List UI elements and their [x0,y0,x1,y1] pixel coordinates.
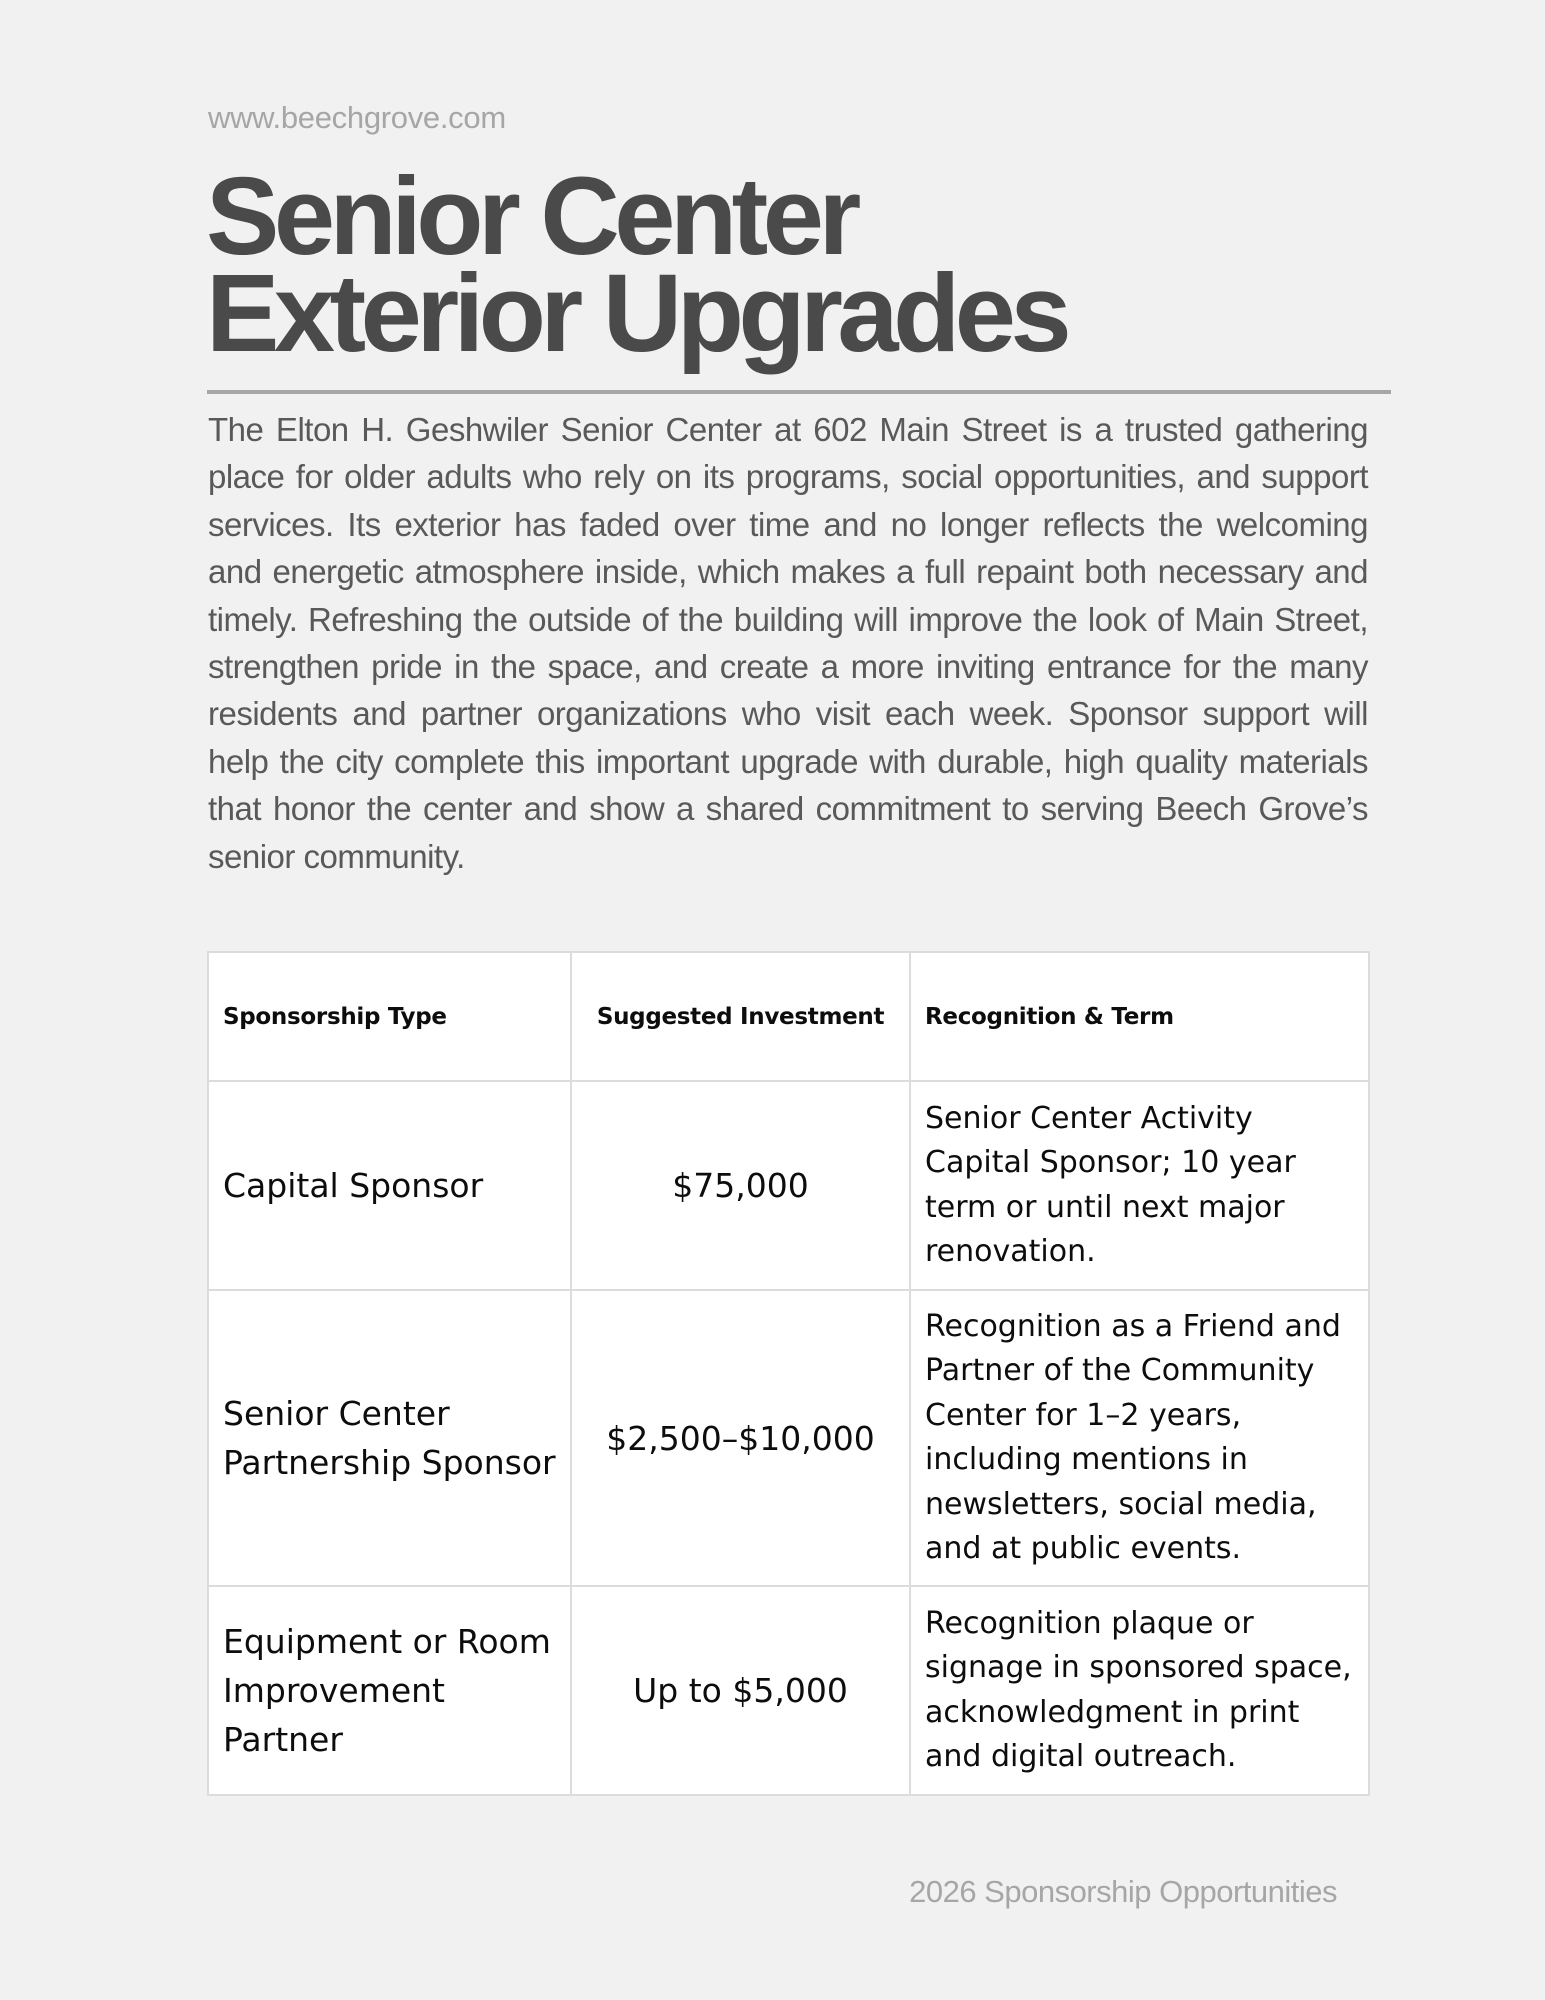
title-line-1: Senior Center [206,155,856,278]
intro-paragraph: The Elton H. Geshwiler Senior Center at 602 Main Street is a trusted gathering place for older adults who rely on its programs, social opportunities, and support services. Its exterior has faded over time and no longer reflects the welcoming and energetic atmosphere inside, which makes a full repaint both necessary and timely. Refreshing the outside of the building will improve the look of Main Street, strengthen pride in the space, and create a more inviting entrance for the many residents and partner organizations who visit each week. Sponsor support will help the city complete this important upgrade with durable, high quality materials that honor the center and show a shared commitment to serving Beech Grove’s senior community. [208,411,1368,875]
table-row [208,1081,1369,1290]
footer-label: 2026 Sponsorship Opportunities [909,1874,1337,1909]
recognition-cell: Recognition as a Friend and Partner of the Community Center for 1–2 years, including mentions in newsletters, social media, and at public events. [910,1290,1369,1586]
title-line-2: Exterior Upgrades [206,252,1067,375]
recognition-cell: Senior Center Activity Capital Sponsor; 10 year term or until next major renovation. [910,1081,1369,1290]
page-title [206,155,1067,375]
title-divider [207,390,1391,394]
investment-cell: $2,500–$10,000 [571,1290,910,1586]
sponsorship-type-cell: Equipment or Room Improvement Partner [208,1586,571,1795]
investment-cell: Up to $5,000 [571,1586,910,1795]
sponsorship-type-cell: Capital Sponsor [208,1081,571,1290]
sponsorship-table [207,951,1370,1796]
header-sponsorship-type: Sponsorship Type [208,952,571,1081]
table-row [208,1586,1369,1795]
recognition-cell: Recognition plaque or signage in sponsored space, acknowledgment in print and digital outreach. [910,1586,1369,1795]
table-header-row [208,952,1369,1081]
header-suggested-investment: Suggested Investment [571,952,910,1081]
website-url[interactable]: www.beechgrove.com [208,100,506,135]
investment-cell: $75,000 [571,1081,910,1290]
table-row [208,1290,1369,1586]
header-recognition-term: Recognition & Term [910,952,1369,1081]
sponsorship-type-cell: Senior Center Partnership Sponsor [208,1290,571,1586]
